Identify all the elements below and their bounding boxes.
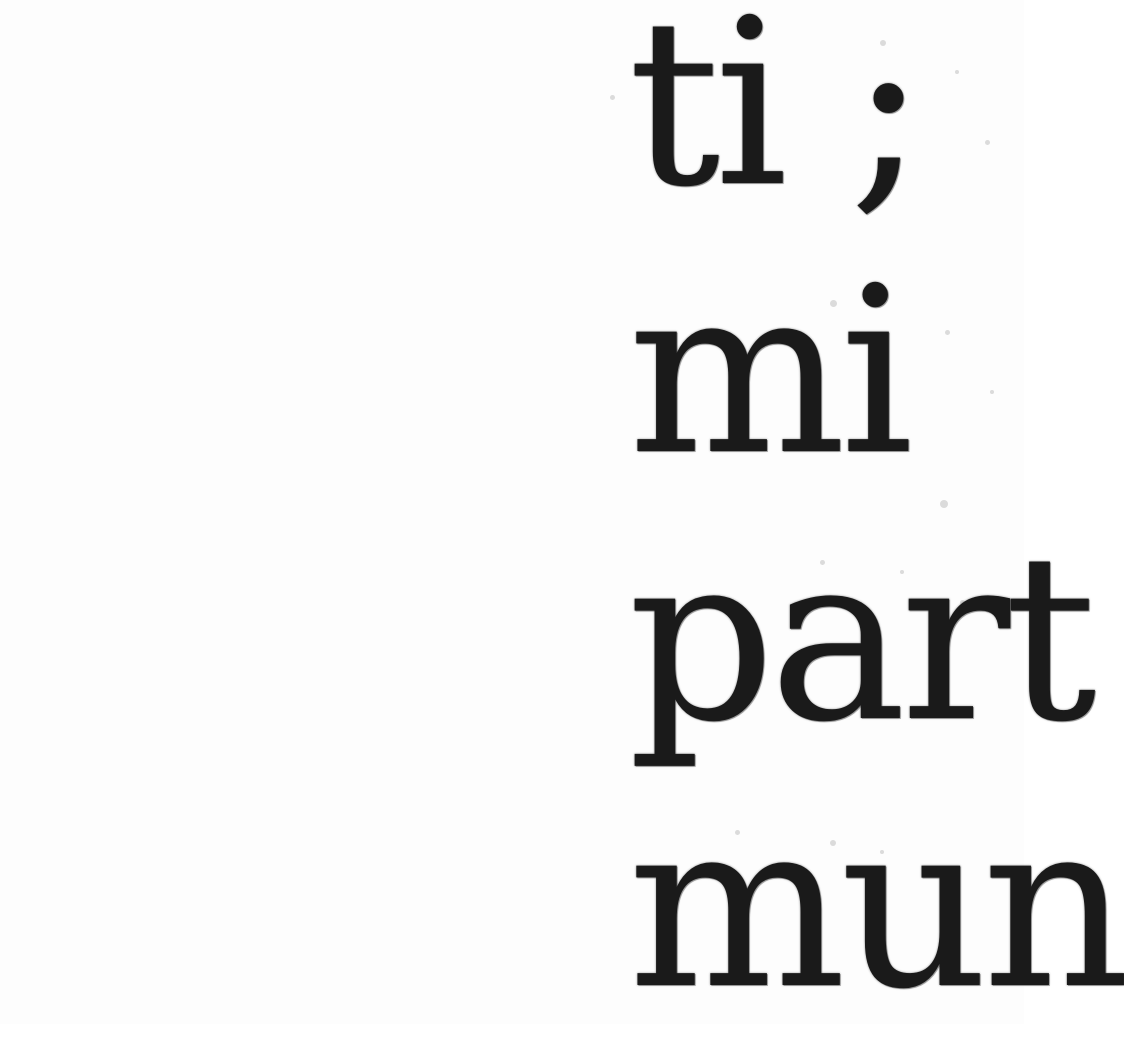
text-column <box>628 0 1124 1040</box>
text-line-1: ti ; <box>628 0 921 238</box>
text-line-2: mi <box>628 239 908 506</box>
text-line-3: part <box>628 506 1091 773</box>
text-line-4: mun <box>628 773 1124 1040</box>
